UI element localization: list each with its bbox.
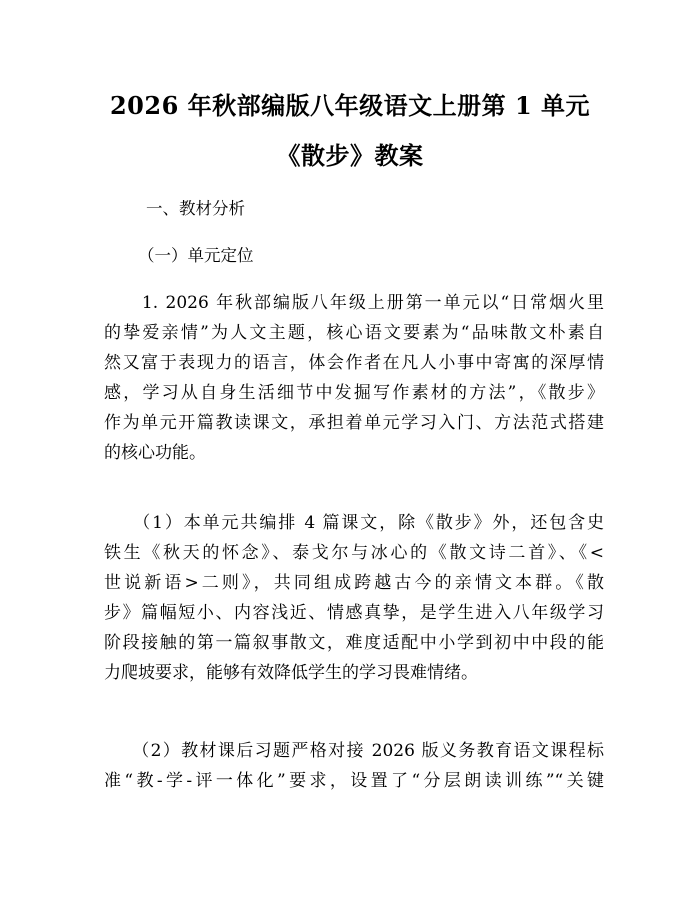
paragraph-line: 的挚爱亲情”为人文主题，核心语文要素为“品味散文朴素自 (104, 323, 604, 343)
paragraph-unit-texts (104, 508, 604, 688)
paragraph-line: （1）本单元共编排 4 篇课文，除《散步》外，还包含史 (104, 513, 604, 533)
document-title-line-1: 2026 年秋部编版八年级语文上册第 1 单元 (109, 91, 591, 120)
document-title-line-2: 《散步》教案 (276, 141, 424, 170)
paragraph-unit-overview (104, 288, 604, 468)
subsection-heading-unit-positioning: （一）单元定位 (138, 246, 254, 265)
section-heading-textbook-analysis: 一、教材分析 (146, 199, 245, 218)
paragraph-exercises (104, 736, 604, 796)
paragraph-line: 铁生《秋天的怀念》、泰戈尔与冰心的《散文诗二首》、《< (104, 543, 604, 563)
paragraph-line: 感，学习从自身生活细节中发掘写作素材的方法”，《散步》 (104, 383, 604, 403)
paragraph-line: 力爬坡要求，能够有效降低学生的学习畏难情绪。 (104, 663, 478, 683)
paragraph-line: 的核心功能。 (104, 443, 206, 463)
paragraph-line: 然又富于表现力的语言，体会作者在凡人小事中寄寓的深厚情 (104, 353, 604, 373)
paragraph-line: 准“教-学-评一体化”要求，设置了“分层朗读训练”“关键 (104, 771, 604, 791)
paragraph-line: 作为单元开篇教读课文，承担着单元学习入门、方法范式搭建 (104, 413, 604, 433)
paragraph-line: 阶段接触的第一篇叙事散文，难度适配中小学到初中中段的能 (104, 633, 604, 653)
paragraph-line: 世说新语>二则》，共同组成跨越古今的亲情文本群。《散 (104, 573, 604, 593)
paragraph-line: 1. 2026 年秋部编版八年级上册第一单元以“日常烟火里 (104, 293, 604, 313)
paragraph-line: （2）教材课后习题严格对接 2026 版义务教育语文课程标 (104, 741, 604, 761)
paragraph-line: 步》篇幅短小、内容浅近、情感真挚，是学生进入八年级学习 (104, 603, 604, 623)
